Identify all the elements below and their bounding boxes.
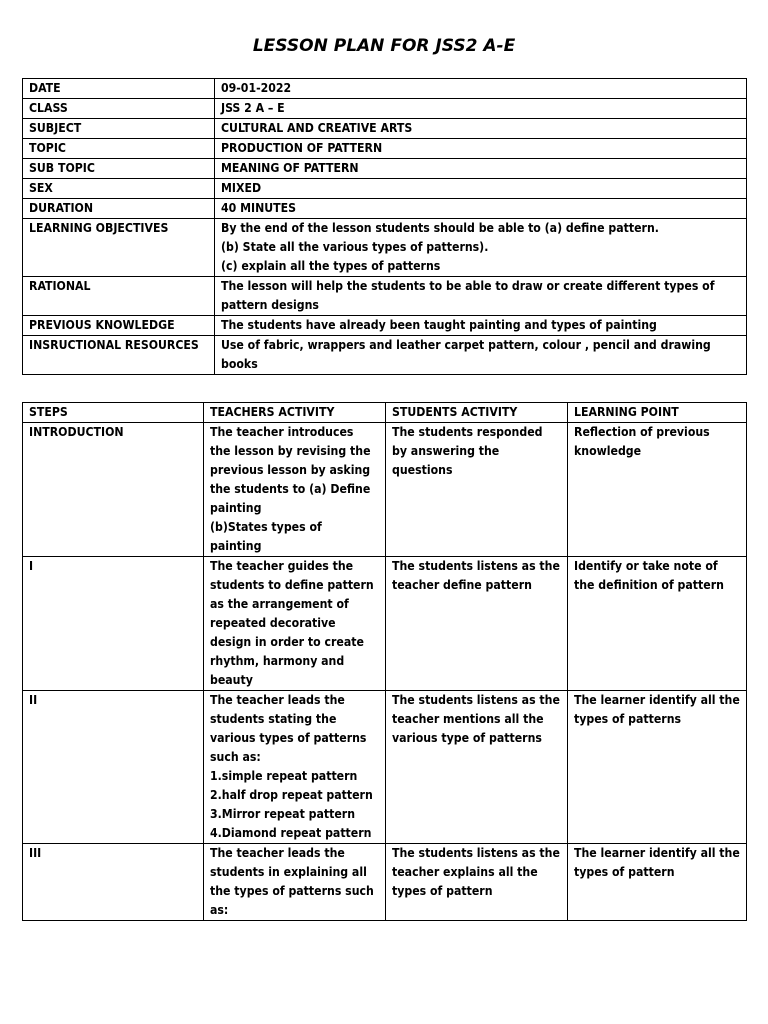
step-row [23,557,747,691]
step-row [23,423,747,557]
text-line: pattern designs [221,298,319,312]
info-row [23,336,747,375]
text-line: The learner identify all the [574,846,740,860]
text-line: The lesson will help the students to be able to draw or create different types of [221,279,715,293]
text-line: The teacher introduces [210,425,354,439]
info-label: INSRUCTIONAL RESOURCES [23,336,215,375]
learning-point [568,423,747,557]
step-label: INTRODUCTION [23,423,204,557]
info-label: DATE [23,79,215,99]
text-line: teacher mentions all the [392,712,544,726]
info-label: PREVIOUS KNOWLEDGE [23,316,215,336]
header-students-activity: STUDENTS ACTIVITY [386,403,568,423]
info-label: SEX [23,179,215,199]
text-line: students stating the [210,712,337,726]
text-line: teacher define pattern [392,578,532,592]
text-line: 1.simple repeat pattern [210,769,358,783]
info-value [215,277,747,316]
learning-point [568,844,747,921]
info-row [23,277,747,316]
info-label: SUB TOPIC [23,159,215,179]
info-row [23,79,747,99]
info-value [215,159,747,179]
text-line: The teacher leads the [210,846,345,860]
text-line: The students listens as the [392,559,560,573]
text-line: (c) explain all the types of patterns [221,259,441,273]
text-line: beauty [210,673,253,687]
info-label: LEARNING OBJECTIVES [23,219,215,277]
text-line: 09-01-2022 [221,81,292,95]
lesson-info-table [22,78,747,375]
text-line: types of patterns [574,712,682,726]
info-label: DURATION [23,199,215,219]
text-line: MEANING OF PATTERN [221,161,359,175]
text-line: rhythm, harmony and [210,654,345,668]
text-line: as: [210,903,229,917]
text-line: JSS 2 A – E [221,101,285,115]
info-value [215,219,747,277]
learning-point [568,557,747,691]
info-row [23,119,747,139]
text-line: MIXED [221,181,262,195]
lesson-steps-table [22,402,747,921]
header-teachers-activity: TEACHERS ACTIVITY [204,403,386,423]
text-line: types of pattern [574,865,675,879]
text-line: as the arrangement of [210,597,349,611]
text-line: The students listens as the [392,693,560,707]
text-line: design in order to create [210,635,364,649]
text-line: (b)States types of [210,520,322,534]
text-line: Identify or take note of [574,559,718,573]
text-line: 4.Diamond repeat pattern [210,826,372,840]
students-activity [386,557,568,691]
teachers-activity [204,557,386,691]
info-row [23,316,747,336]
info-value [215,179,747,199]
text-line: 3.Mirror repeat pattern [210,807,356,821]
info-row [23,99,747,119]
text-line: books [221,357,258,371]
text-line: The students listens as the [392,846,560,860]
text-line: previous lesson by asking [210,463,371,477]
text-line: The students responded [392,425,543,439]
text-line: The learner identify all the [574,693,740,707]
steps-header-row [23,403,747,423]
text-line: (b) State all the various types of patterns). [221,240,489,254]
step-label: III [23,844,204,921]
text-line: 40 MINUTES [221,201,297,215]
text-line: repeated decorative [210,616,336,630]
info-value [215,316,747,336]
step-row [23,691,747,844]
step-label: II [23,691,204,844]
text-line: By the end of the lesson students should be able to (a) define pattern. [221,221,659,235]
info-row [23,179,747,199]
step-row [23,844,747,921]
students-activity [386,691,568,844]
text-line: knowledge [574,444,642,458]
info-row [23,219,747,277]
text-line: the lesson by revising the [210,444,371,458]
text-line: the types of patterns such [210,884,374,898]
text-line: 2.half drop repeat pattern [210,788,373,802]
info-row [23,159,747,179]
step-label: I [23,557,204,691]
header-steps: STEPS [23,403,204,423]
text-line: such as: [210,750,261,764]
students-activity [386,844,568,921]
text-line: painting [210,539,262,553]
text-line: Reflection of previous [574,425,710,439]
students-activity [386,423,568,557]
text-line: CULTURAL AND CREATIVE ARTS [221,121,413,135]
text-line: by answering the [392,444,500,458]
info-value [215,99,747,119]
info-label: SUBJECT [23,119,215,139]
text-line: questions [392,463,453,477]
text-line: The students have already been taught painting and types of painting [221,318,657,332]
info-row [23,139,747,159]
info-row [23,199,747,219]
teachers-activity [204,691,386,844]
text-line: types of pattern [392,884,493,898]
info-value [215,79,747,99]
teachers-activity [204,844,386,921]
info-value [215,336,747,375]
text-line: various type of patterns [392,731,542,745]
header-learning-point: LEARNING POINT [568,403,747,423]
teachers-activity [204,423,386,557]
info-label: TOPIC [23,139,215,159]
info-value [215,139,747,159]
info-value [215,119,747,139]
text-line: The teacher leads the [210,693,345,707]
text-line: the students to (a) Define [210,482,371,496]
info-label: CLASS [23,99,215,119]
text-line: students to define pattern [210,578,374,592]
learning-point [568,691,747,844]
info-value [215,199,747,219]
text-line: PRODUCTION OF PATTERN [221,141,383,155]
text-line: students in explaining all [210,865,367,879]
text-line: painting [210,501,262,515]
text-line: Use of fabric, wrappers and leather carpet pattern, colour , pencil and drawing [221,338,711,352]
info-label: RATIONAL [23,277,215,316]
text-line: various types of patterns [210,731,367,745]
document-title: LESSON PLAN FOR JSS2 A-E [252,36,516,56]
text-line: teacher explains all the [392,865,538,879]
text-line: the definition of pattern [574,578,724,592]
text-line: The teacher guides the [210,559,354,573]
